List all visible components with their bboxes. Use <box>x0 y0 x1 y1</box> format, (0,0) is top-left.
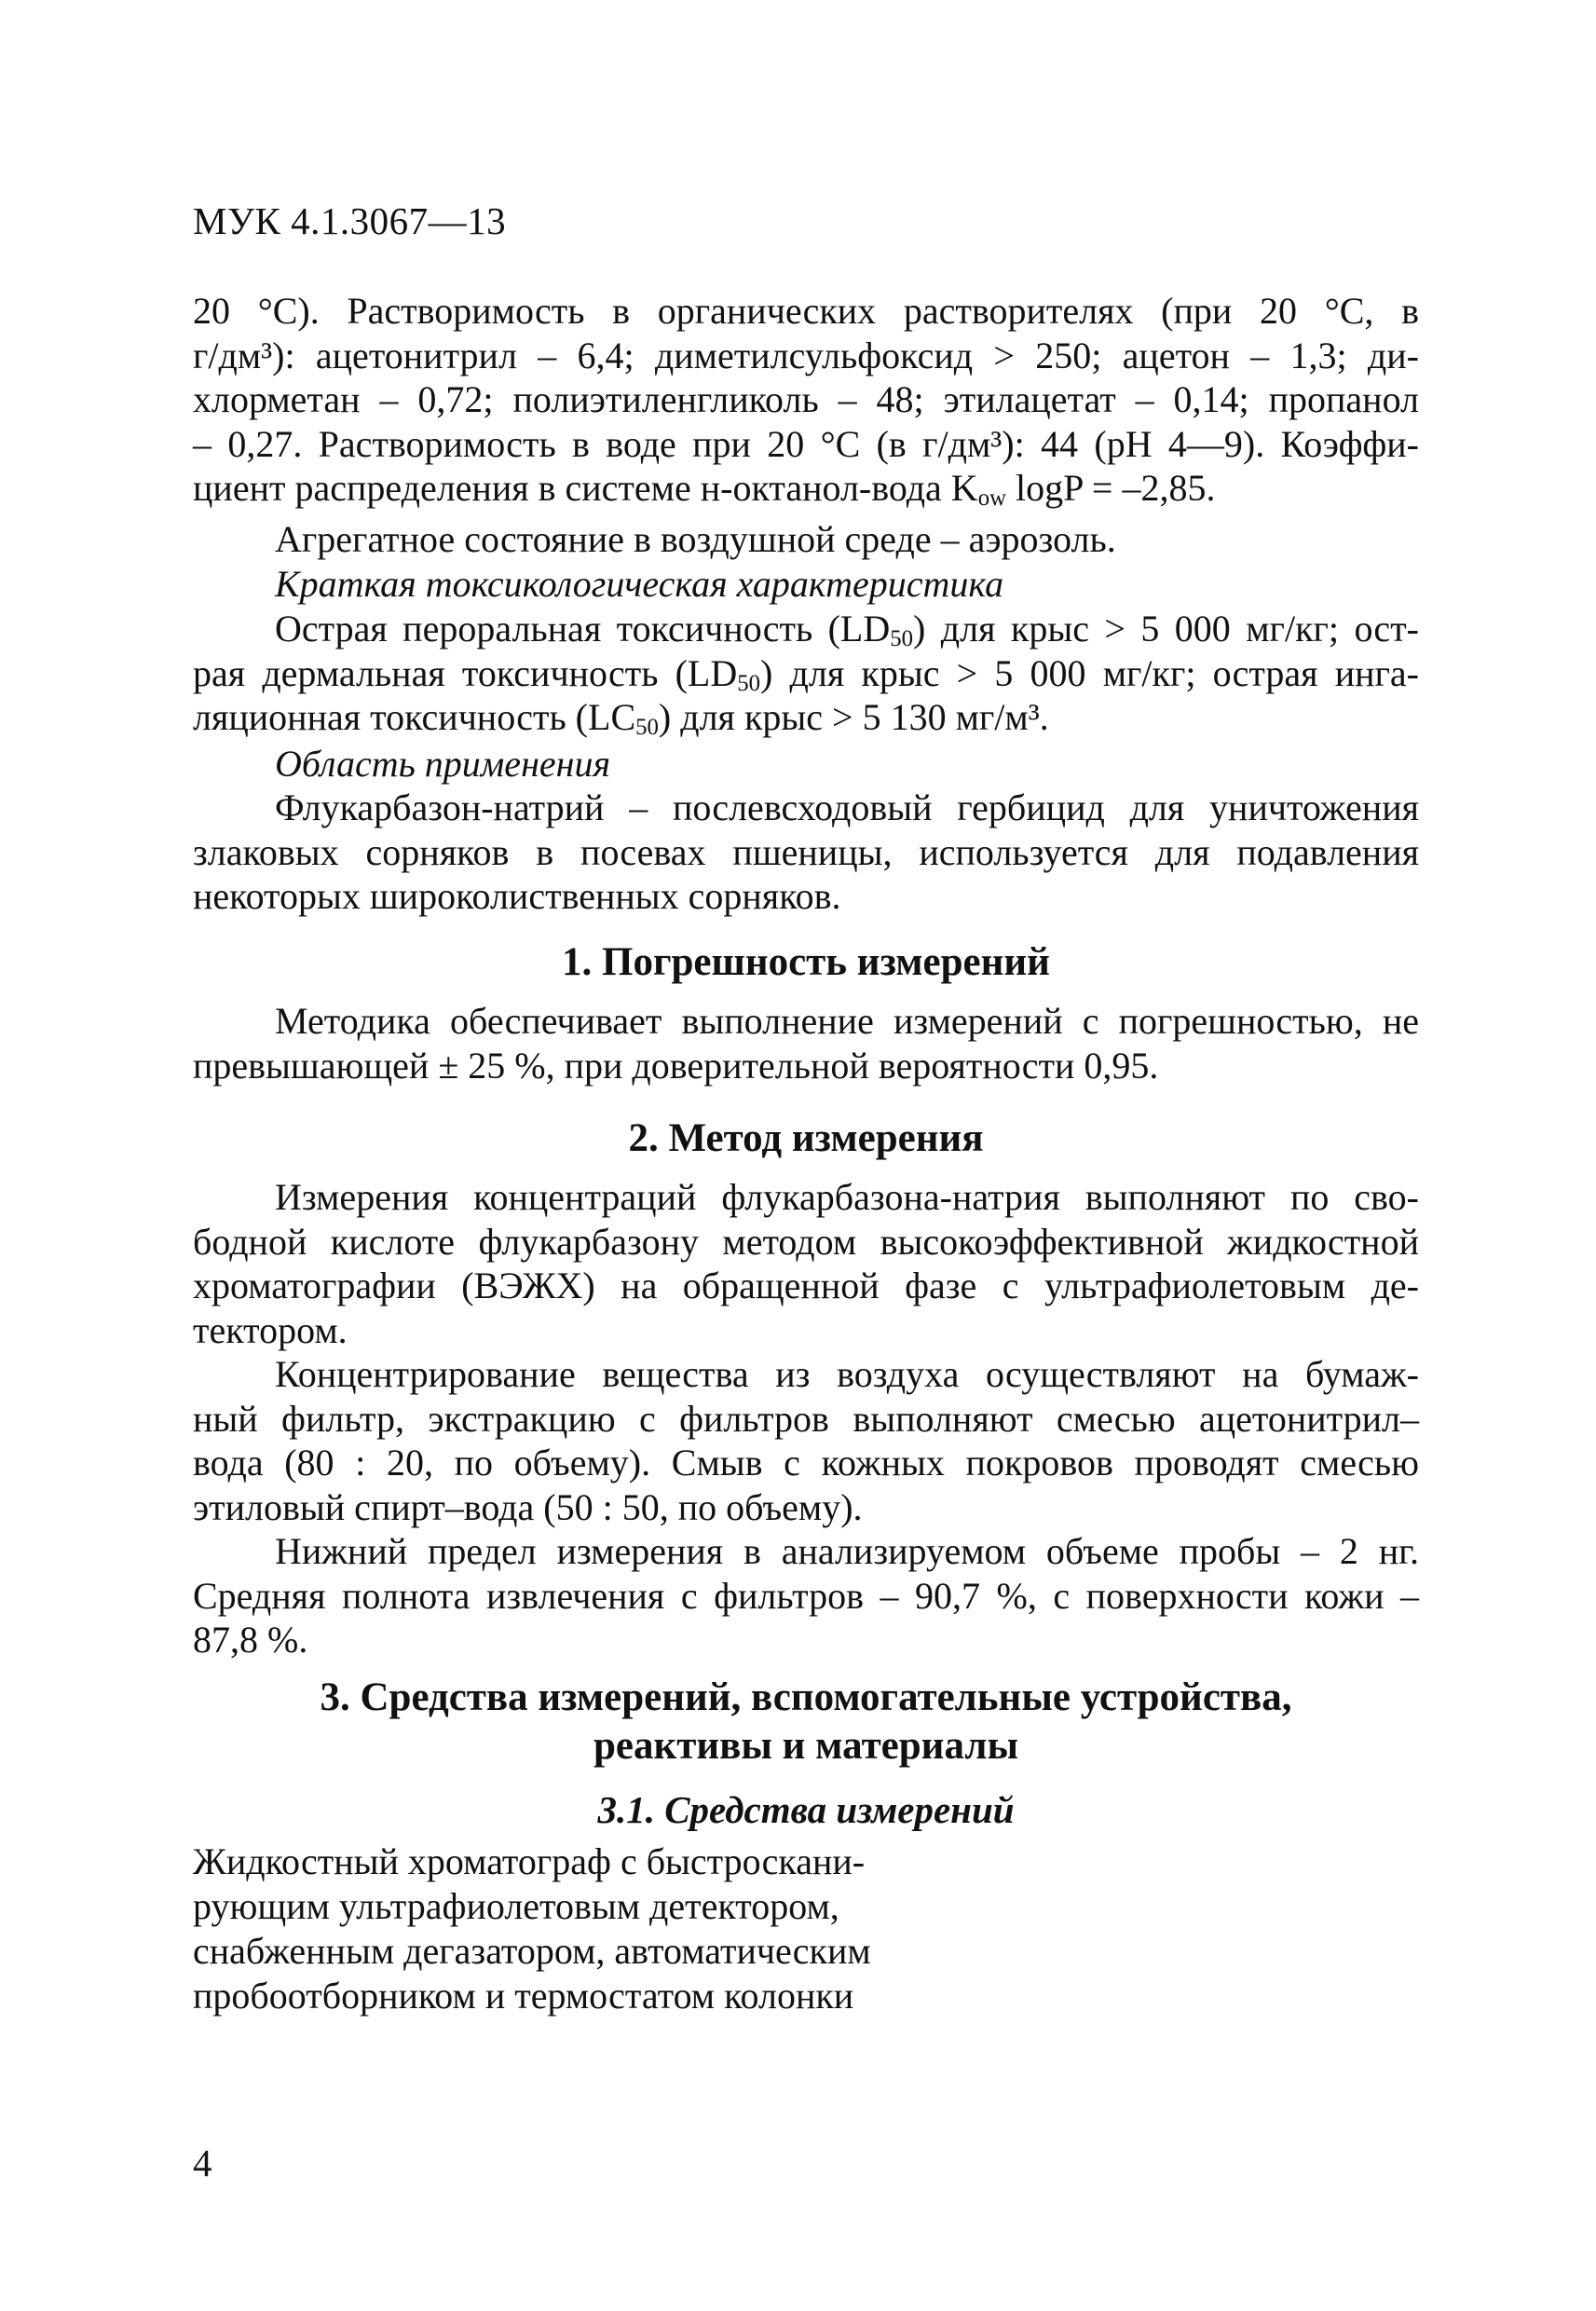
section-3-1-heading: 3.1. Средства измерений <box>597 1788 1015 1831</box>
text-line: ляционная токсичность $(LC_{50})$ для крыс > 5 130 мг/м³. <box>193 696 1049 740</box>
text-line: Острая пероральная токсичность $(LD_{50})$ для крыс > 5 000 мг/кг; ост- <box>275 608 1419 651</box>
text-line: снабженным дегазатором, автоматическим <box>193 1930 871 1972</box>
section-2-paragraph-method <box>193 1175 1419 1352</box>
page-number: 4 <box>193 2141 212 2184</box>
text-line: злаковых сорняков в посевах пшеницы, используется для подавления <box>193 830 1419 873</box>
text-line: Методика обеспечивает выполнение измерений с погрешностью, не <box>275 1000 1419 1042</box>
section-1-heading: 1. Погрешность измерений <box>562 940 1050 984</box>
text-line: г/дм³): ацетонитрил – 6,4; диметилсульфоксид > 250; ацетон – 1,3; ди- <box>193 334 1419 376</box>
text-line: Концентрирование вещества из воздуха осуществляют на бумаж- <box>275 1353 1419 1395</box>
text-line: рая дермальная токсичность $(LD_{50})$ для крыс > 5 000 мг/кг; острая инга- <box>193 651 1419 696</box>
text-line: Средняя полнота извлечения с фильтров – 90,7 %, с поверхности кожи – <box>193 1574 1419 1617</box>
section-2-paragraph-concentration <box>193 1352 1419 1529</box>
text-line: Измерения концентраций флукарбазона-натрия выполняют по сво- <box>275 1176 1419 1218</box>
section-3-1-paragraph <box>193 1839 871 2018</box>
text-line: циент распределения в системе н-октанол-вода $K_{ow}$ logP = –2,85. <box>193 467 1216 511</box>
text-line: тектором. <box>193 1308 348 1351</box>
text-line: рующим ультрафиолетовым детектором, <box>193 1885 839 1927</box>
toxicology-paragraph <box>193 607 1419 740</box>
text-line: Флукарбазон-натрий – послевсходовый гербицид для уничтожения <box>275 786 1419 828</box>
section-3-heading-line-2: реактивы и материалы <box>593 1724 1019 1768</box>
text-line: этиловый спирт–вода (50 : 50, по объему). <box>193 1485 863 1528</box>
text-line: некоторых широколиственных сорняков. <box>193 875 841 917</box>
section-2-heading: 2. Метод измерения <box>628 1116 984 1160</box>
section-3-heading <box>193 1674 1419 1771</box>
document-code-header: МУК 4.1.3067—13 <box>193 199 507 242</box>
text-line: ный фильтр, экстракцию с фильтров выполняют смесью ацетонитрил– <box>193 1397 1419 1440</box>
solubility-paragraph <box>193 289 1419 511</box>
text-line: хроматографии (ВЭЖХ) на обращенной фазе с ультрафиолетовым де- <box>193 1265 1419 1306</box>
section-3-heading-line-1: 3. Средства измерений, вспомогательные устройства, <box>320 1675 1292 1719</box>
text-line: 87,8 %. <box>193 1619 308 1661</box>
text-line: хлорметан – 0,72; полиэтиленгликоль – 48; этилацетат – 0,14; пропанол <box>193 378 1419 420</box>
section-1-paragraph <box>193 999 1419 1087</box>
text-line: пробоотборником и термостатом колонки <box>193 1975 854 2017</box>
toxicology-subtitle: Краткая токсикологическая характеристика <box>275 563 1004 605</box>
aggregate-state-paragraph <box>193 517 1419 562</box>
text-line: Нижний предел измерения в анализируемом объеме пробы – 2 нг. <box>275 1530 1419 1572</box>
section-2-paragraph-limits <box>193 1529 1419 1662</box>
toxicology-title <box>193 562 1419 607</box>
text-line: Агрегатное состояние в воздушной среде – аэрозоль. <box>275 518 1116 560</box>
text-line: – 0,27. Растворимость в воде при 20 °С (в г/дм³): 44 (рН 4—9). Коэффи- <box>193 422 1419 465</box>
text-line: Жидкостный хроматограф с быстроскани- <box>193 1840 866 1882</box>
text-line: вода (80 : 20, по объему). Смыв с кожных покровов проводят смесью <box>193 1442 1419 1484</box>
scope-subtitle: Область применения <box>275 743 611 785</box>
text-line: бодной кислоте флукарбазону методом высокоэффективной жидкостной <box>193 1220 1419 1263</box>
scope-title <box>193 742 1419 786</box>
scope-paragraph <box>193 786 1419 919</box>
text-line: 20 °С). Растворимость в органических растворителях (при 20 °С, в <box>193 290 1419 332</box>
text-line: превышающей ± 25 %, при доверительной вероятности 0,95. <box>193 1044 1159 1087</box>
